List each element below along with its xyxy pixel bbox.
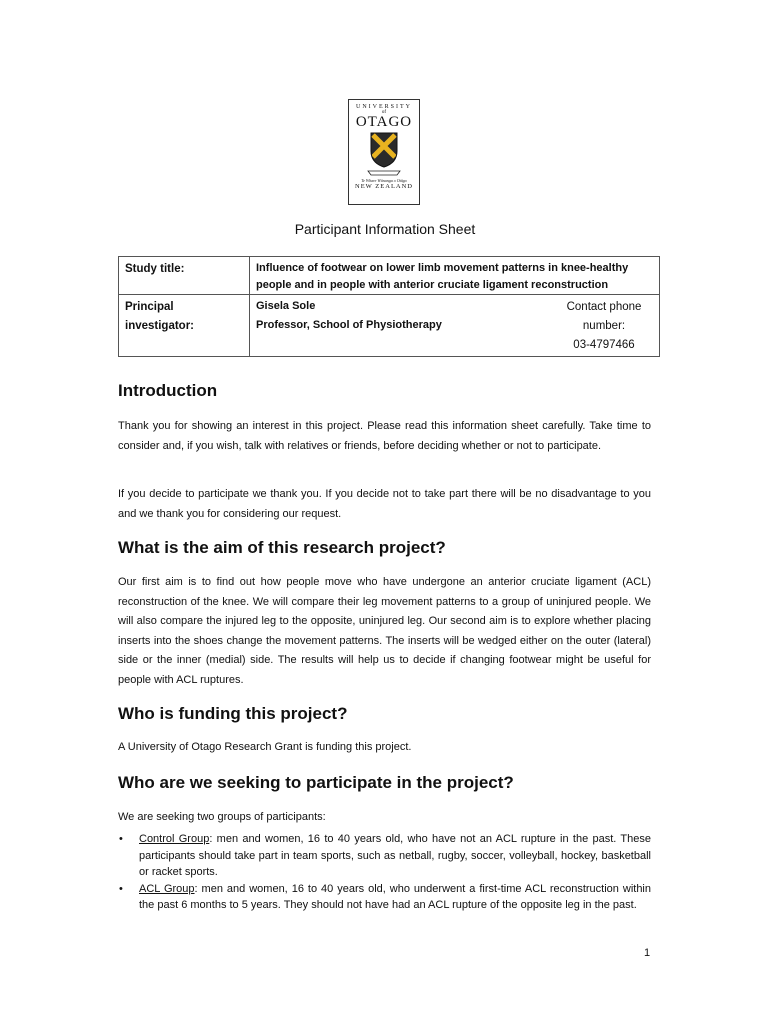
- participants-heading: Who are we seeking to participate in the project?: [118, 773, 514, 792]
- bullet-icon: •: [119, 833, 123, 845]
- logo-of-text: of: [381, 110, 387, 115]
- pi-details-cell: [250, 295, 544, 357]
- logo-university-text: UNIVERSITY: [356, 104, 412, 110]
- intro-paragraph-1: Thank you for showing an interest in this project. Please read this information sheet carefully. Take time to consider and, if you wish, talk with relatives or friends, before deciding whether or not to participate.: [118, 420, 651, 452]
- logo-motto: Te Whare Wānanga o Otāgo: [361, 178, 407, 183]
- acl-group-label: ACL Group: [139, 882, 195, 895]
- bullet-icon: •: [119, 882, 123, 895]
- pi-role: Professor, School of Physiotherapy: [256, 319, 442, 331]
- control-group-label: Control Group: [139, 833, 210, 845]
- participants-list: [118, 831, 651, 914]
- participants-intro: We are seeking two groups of participants:: [118, 811, 326, 823]
- page-number: 1: [644, 947, 651, 959]
- table-row: [119, 295, 660, 357]
- contact-label: Contact phone number:: [566, 301, 642, 332]
- study-title-line2: people and in people with anterior cruciate ligament reconstruction: [256, 279, 609, 291]
- university-logo: [348, 99, 420, 205]
- control-group-text: : men and women, 16 to 40 years old, who have not an ACL rupture in the past. These participants should take part in team sports, such as netball, rugby, soccer, volleyball, hockey, basketball or racket sports.: [139, 833, 651, 878]
- crest-banner-icon: [367, 169, 401, 177]
- pi-label-cell: [119, 295, 250, 357]
- aim-paragraph: Our first aim is to find out how people move who have undergone an anterior cruciate ligament (ACL) reconstruction of the knee. We will compare their leg movement patterns to a group of uninjured people. We will also compare the injured leg to the opposite, uninjured leg. Our second aim is to explore whether placing inserts into the shoes change the movement patterns. The inserts will be wedged either on the outer (lateral) side or the inner (medial) side. The results will help us to decide if changing footwear might be useful for people with ACL ruptures.: [118, 576, 651, 686]
- crest-shield-icon: [369, 131, 399, 169]
- acl-group-text: : men and women, 16 to 40 years old, who underwent a first-time ACL reconstruction within the past 6 months to 5 years. They should not have had an ACL rupture of the opposite leg in the past.: [139, 882, 651, 911]
- logo-country-text: NEW ZEALAND: [355, 183, 413, 190]
- pi-label: Principal investigator:: [125, 301, 195, 332]
- page-title: Participant Information Sheet: [294, 221, 476, 237]
- study-title-label: Study title:: [119, 257, 250, 295]
- intro-paragraph-2: If you decide to participate we thank you. If you decide not to take part there will be no disadvantage to you and we thank you for considering our request.: [118, 488, 651, 520]
- logo-otago-text: OTAGO: [355, 114, 413, 130]
- contact-cell: [543, 295, 660, 357]
- list-item: [118, 831, 651, 881]
- table-row: [119, 257, 660, 295]
- study-info-table: [118, 256, 660, 357]
- study-title-cell: [250, 257, 660, 295]
- list-item: [118, 881, 651, 914]
- aim-heading: What is the aim of this research project?: [118, 538, 446, 557]
- contact-number: 03-4797466: [573, 339, 635, 351]
- funding-paragraph: A University of Otago Research Grant is funding this project.: [118, 741, 412, 753]
- pi-name: Gisela Sole: [256, 300, 316, 312]
- intro-heading: Introduction: [118, 381, 218, 400]
- study-title-line1: Influence of footwear on lower limb movement patterns in knee-healthy: [256, 262, 629, 274]
- funding-heading: Who is funding this project?: [118, 704, 348, 723]
